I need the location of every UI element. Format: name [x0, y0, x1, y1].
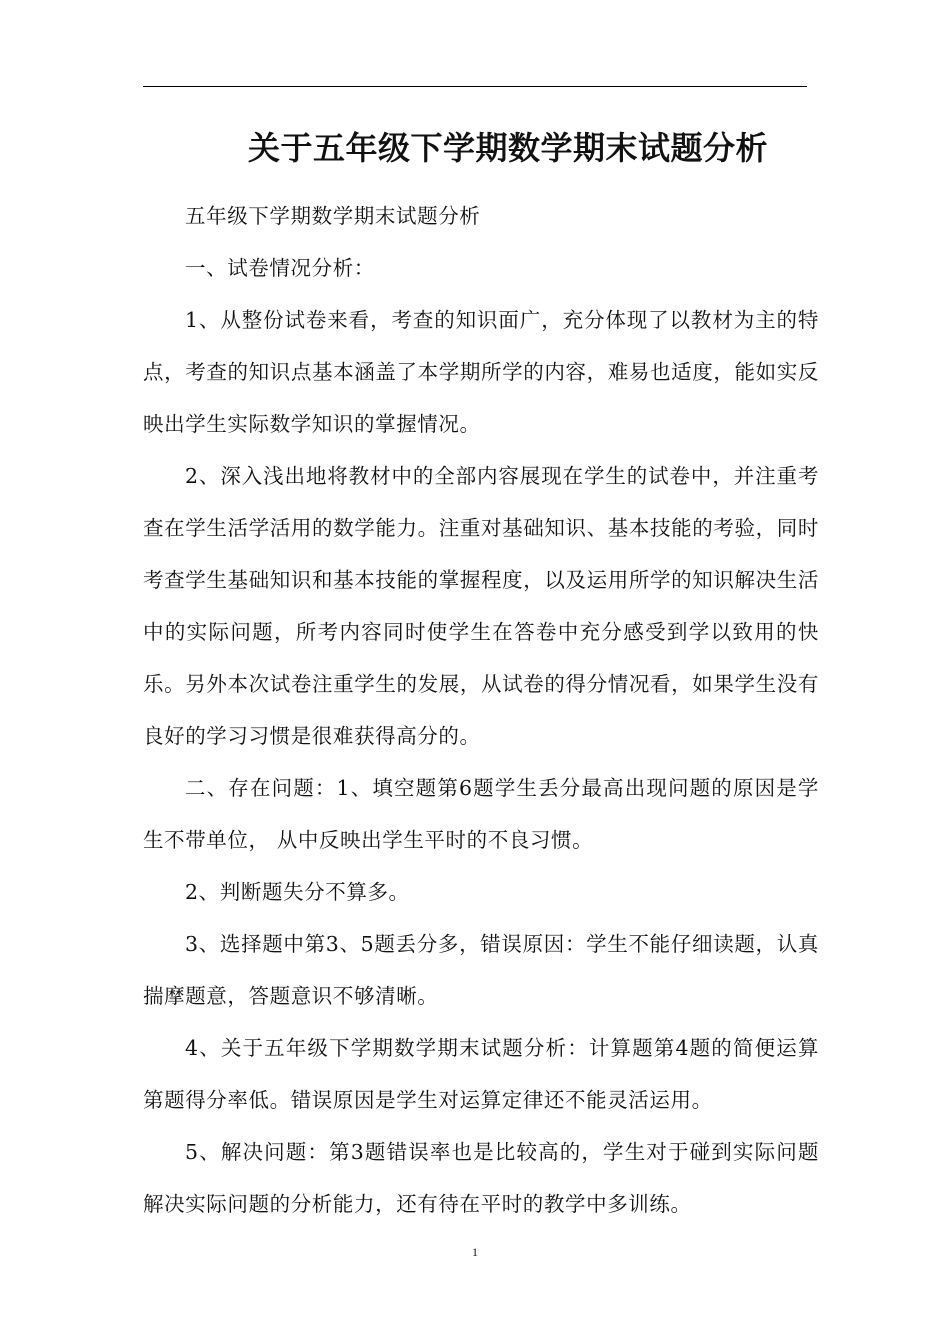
- paragraph-point-2: 2、深入浅出地将教材中的全部内容展现在学生的试卷中，并注重考查在学生活学活用的数学能力。注重对基础知识、基本技能的考验，同时考查学生基础知识和基本技能的掌握程度，以及运用所学的知识解决生活中的实际问题，所考内容同时使学生在答卷中充分感受到学以致用的快乐。另外本次试卷注重学生的发展，从试卷的得分情况看，如果学生没有良好的学习习惯是很难获得高分的。: [143, 464, 819, 748]
- page-number: 1: [472, 1245, 478, 1259]
- paragraph-issue-5: 5、解决问题：第3题错误率也是比较高的，学生对于碰到实际问题解决实际问题的分析能力，还有待在平时的教学中多训练。: [143, 1140, 819, 1216]
- paragraph-section-1-heading: 一、试卷情况分析：: [185, 256, 375, 280]
- paragraph-issue-3: 3、选择题中第3、5题丢分多，错误原因：学生不能仔细读题，认真揣摩题意，答题意识不够清晰。: [143, 932, 819, 1008]
- paragraph-issue-2: 2、判断题失分不算多。: [185, 880, 410, 904]
- document-body: [143, 190, 819, 1230]
- paragraph-section-2: 二、存在问题：1、填空题第6题学生丢分最高出现问题的原因是学生不带单位， 从中反映出学生平时的不良习惯。: [143, 776, 819, 852]
- document-title: 关于五年级下学期数学期末试题分析: [247, 129, 768, 167]
- paragraph-subtitle: 五年级下学期数学期末试题分析: [185, 204, 481, 228]
- header-rule: [143, 86, 807, 87]
- paragraph-point-1: 1、从整份试卷来看，考查的知识面广，充分体现了以教材为主的特点，考查的知识点基本涵盖了本学期所学的内容，难易也适度，能如实反映出学生实际数学知识的掌握情况。: [143, 308, 819, 436]
- paragraph-issue-4: 4、关于五年级下学期数学期末试题分析：计算题第4题的简便运算第题得分率低。错误原因是学生对运算定律还不能灵活运用。: [143, 1036, 819, 1112]
